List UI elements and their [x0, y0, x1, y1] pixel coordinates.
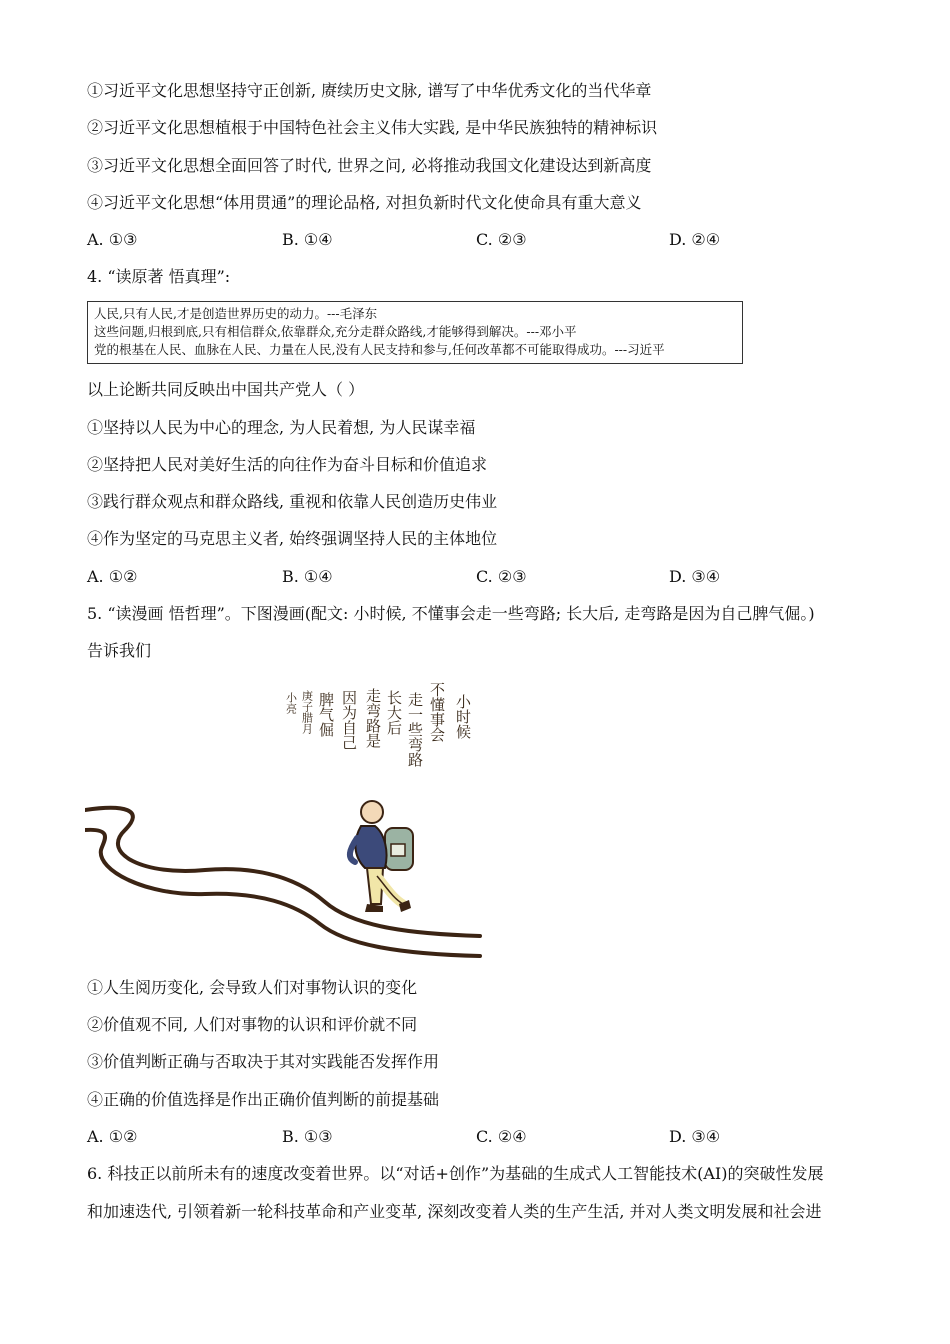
q5-title: 5. “读漫画 悟哲理”。下图漫画(配文: 小时候, 不懂事会走一些弯路; 长大后, 走弯路是因为自己脾气倔。) [87, 604, 815, 623]
q3-options [87, 230, 877, 250]
q5-item-2: ②价值观不同, 人们对事物的认识和评价就不同 [87, 1015, 418, 1034]
q4-item-2: ②坚持把人民对美好生活的向往作为奋斗目标和价值追求 [87, 455, 488, 474]
q5-item-4: ④正确的价值选择是作出正确价值判断的前提基础 [87, 1090, 440, 1109]
q4-stem: 以上论断共同反映出中国共产党人（ ） [87, 380, 365, 399]
q5-option-a: A. ①② [87, 1127, 138, 1146]
walking-figure [350, 801, 413, 912]
q4-option-c: C. ②③ [476, 567, 527, 586]
q5-option-d: D. ③④ [669, 1127, 721, 1146]
q3-item-1: ①习近平文化思想坚持守正创新, 赓续历史文脉, 谱写了中华优秀文化的当代华章 [87, 81, 652, 100]
q5-options [87, 1127, 877, 1147]
q3-option-a: A. ①③ [87, 230, 138, 249]
q3-option-c: C. ②③ [476, 230, 527, 249]
q4-item-1: ①坚持以人民为中心的理念, 为人民着想, 为人民谋幸福 [87, 418, 476, 437]
q3-option-d: D. ②④ [669, 230, 721, 249]
q5-item-3: ③价值判断正确与否取决于其对实践能否发挥作用 [87, 1052, 440, 1071]
q4-option-a: A. ①② [87, 567, 138, 586]
q4-item-3: ③践行群众观点和群众路线, 重视和依靠人民创造历史伟业 [87, 492, 498, 511]
q4-quote-2: 这些问题,归根到底,只有相信群众,依靠群众,充分走群众路线,才能够得到解决。---邓小平 [94, 324, 577, 339]
q3-item-4: ④习近平文化思想“体用贯通”的理论品格, 对担负新时代文化使命具有重大意义 [87, 193, 642, 212]
q6-line-1: 6. 科技正以前所未有的速度改变着世界。以“对话+创作”为基础的生成式人工智能技术(AI)的突破性发展 [87, 1164, 824, 1183]
comic-text [285, 682, 473, 767]
q5-option-b: B. ①③ [282, 1127, 333, 1146]
comic-illustration [85, 672, 485, 964]
comic-col-6: 因为自己 [340, 690, 358, 750]
q4-option-b: B. ①④ [282, 567, 333, 586]
q3-option-b: B. ①④ [282, 230, 333, 249]
q4-title: 4. “读原著 悟真理”: [87, 267, 231, 286]
q5-title-cont: 告诉我们 [87, 641, 152, 660]
q5-item-1: ①人生阅历变化, 会导致人们对事物认识的变化 [87, 978, 418, 997]
comic-col-7: 脾气倔 [317, 692, 335, 737]
q4-options [87, 567, 877, 587]
q6-line-2: 和加速迭代, 引领着新一轮科技革命和产业变革, 深刻改变着人类的生产生活, 并对人类文明发展和社会进 [87, 1202, 822, 1221]
q4-quote-1: 人民,只有人民,才是创造世界历史的动力。---毛泽东 [94, 306, 378, 321]
q4-quote-box [87, 301, 743, 364]
comic-col-4: 长大后 [385, 690, 403, 735]
comic-col-9: 小亮 [284, 692, 298, 714]
comic-col-8: 庚子腊月 [300, 690, 314, 734]
comic-col-1: 小时候 [454, 694, 472, 739]
q4-item-4: ④作为坚定的马克思主义者, 始终强调坚持人民的主体地位 [87, 529, 498, 548]
comic-col-5: 走弯路是 [364, 688, 382, 748]
q4-option-d: D. ③④ [669, 567, 721, 586]
q3-item-2: ②习近平文化思想植根于中国特色社会主义伟大实践, 是中华民族独特的精神标识 [87, 118, 658, 137]
q5-option-c: C. ②④ [476, 1127, 527, 1146]
winding-road [85, 808, 480, 956]
q3-item-3: ③习近平文化思想全面回答了时代, 世界之问, 必将推动我国文化建设达到新高度 [87, 156, 652, 175]
q4-quote-3: 党的根基在人民、血脉在人民、力量在人民,没有人民支持和参与,任何改革都不可能取得成功。---习近平 [94, 342, 665, 357]
comic-col-2: 不懂事会 [428, 682, 446, 742]
comic-col-3: 走一些弯路 [406, 692, 424, 767]
